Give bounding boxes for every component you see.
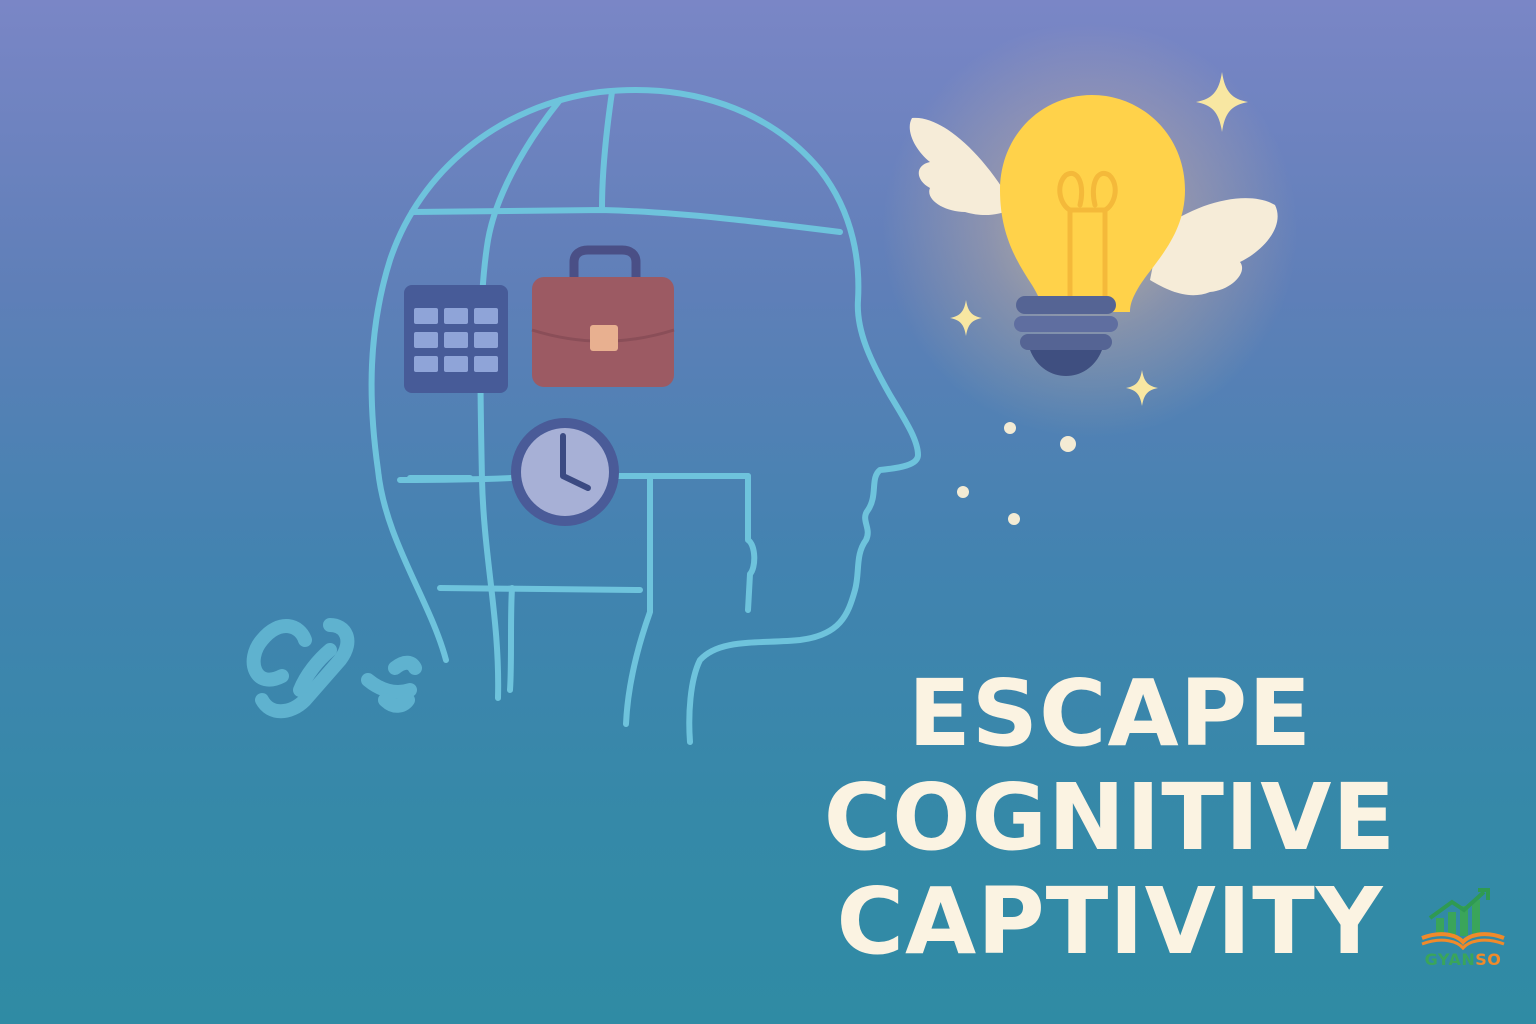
broken-chain-icon xyxy=(254,625,415,711)
growth-book-icon xyxy=(1408,888,1518,950)
winged-lightbulb-icon xyxy=(910,95,1278,376)
clock-icon xyxy=(511,418,619,526)
brand-logo xyxy=(1408,888,1518,978)
headline-line-2: COGNITIVE xyxy=(823,764,1397,871)
brand-name-part1: GYAN xyxy=(1424,950,1476,969)
brand-name xyxy=(1408,950,1518,969)
headline-line-3: CAPTIVITY xyxy=(836,868,1384,975)
brand-name-part2: SO xyxy=(1475,950,1502,969)
briefcase-icon xyxy=(532,250,674,387)
head-cage-icon xyxy=(372,90,918,742)
sparkle-dots xyxy=(957,422,1076,525)
calendar-icon xyxy=(404,285,508,393)
headline-line-1: ESCAPE xyxy=(907,660,1313,767)
headline xyxy=(760,662,1460,974)
